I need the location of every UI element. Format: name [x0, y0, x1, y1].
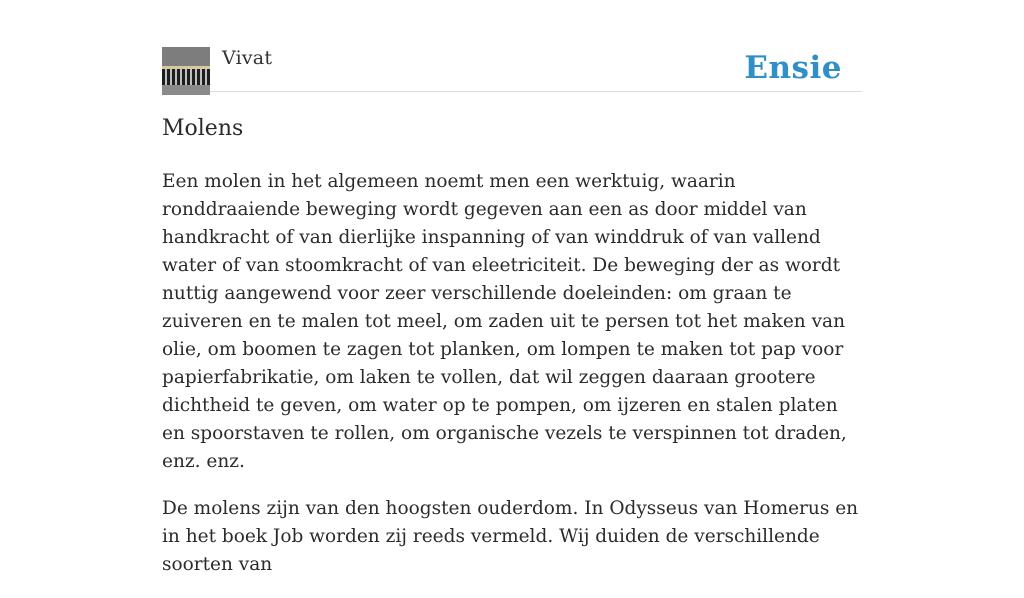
author-name[interactable]: Vivat	[222, 47, 273, 69]
avatar-image	[162, 47, 210, 95]
article-body	[162, 168, 862, 598]
avatar[interactable]	[162, 47, 210, 95]
paragraph: De molens zijn van den hoogsten ouderdom. In Odysseus van Homerus en in het boek Job worden zij reeds vermeld. Wij duiden de verschillende soorten van	[162, 498, 859, 575]
site-logo[interactable]: Ensie	[744, 50, 842, 86]
article-title: Molens	[162, 116, 244, 141]
header	[162, 0, 862, 92]
paragraph: Een molen in het algemeen noemt men een werktuig, waarin ronddraaiende beweging wordt gegeven aan een as door middel van handkracht of van dierlijke inspanning of van winddruk of van vallend water of van stoomkracht of van eleetriciteit. De beweging der as wordt nuttig aangewend voor zeer verschillende doeleinden: om graan te zuiveren en te malen tot meel, om zaden uit te persen tot het maken van olie, om boomen te zagen tot planken, om lompen te maken tot pap voor papierfabrikatie, om laken te vollen, dat wil zeggen daaraan grootere dichtheid te geven, om water op te pompen, om ijzeren en stalen platen en spoorstaven te rollen, om organische vezels te verspinnen tot draden, enz. enz.	[162, 171, 847, 472]
page	[162, 0, 862, 575]
